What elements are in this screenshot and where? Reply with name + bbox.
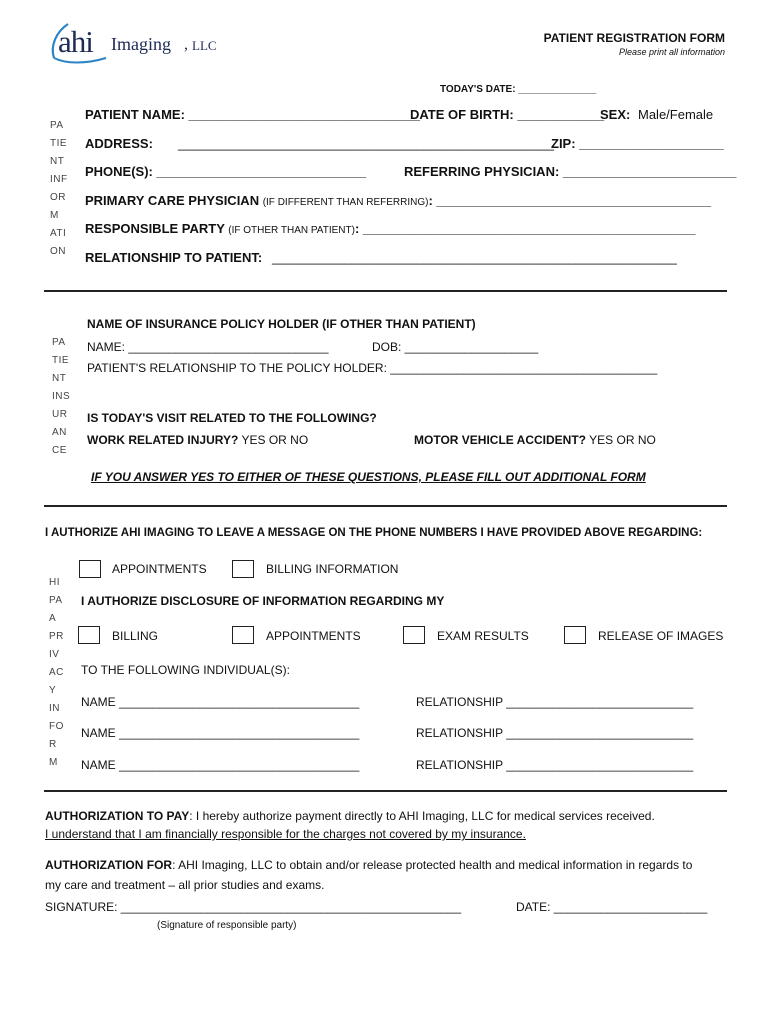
individual-name-field[interactable]: NAME ____________________________________: [81, 758, 360, 772]
individuals-heading: TO THE FOLLOWING INDIVIDUAL(S):: [81, 663, 290, 677]
policy-holder-relationship-field[interactable]: PATIENT'S RELATIONSHIP TO THE POLICY HOLDER: ________________________________________: [87, 361, 658, 375]
section-divider: [44, 790, 727, 792]
sex-value[interactable]: Male/Female: [638, 107, 714, 122]
policy-holder-heading: NAME OF INSURANCE POLICY HOLDER (IF OTHER THAN PATIENT): [87, 317, 476, 331]
side-label-patient-information: PA TIE NT INF OR M ATI ON: [50, 120, 68, 257]
disclosure-exam-results-label: EXAM RESULTS: [437, 629, 529, 643]
disclosure-billing-label: BILLING: [112, 629, 159, 643]
address-label: ADDRESS:: [85, 136, 153, 151]
individual-relationship-field[interactable]: RELATIONSHIP ____________________________: [416, 726, 694, 740]
work-injury-question[interactable]: WORK RELATED INJURY? YES OR NO: [87, 433, 309, 447]
authorization-for-continued: my care and treatment – all prior studies and exams.: [45, 878, 325, 892]
section-divider: [44, 290, 727, 292]
signature-date-field[interactable]: DATE: _______________________: [516, 900, 708, 914]
policy-holder-dob-field[interactable]: DOB: ____________________: [372, 340, 539, 354]
message-authorization-heading: I AUTHORIZE AHI IMAGING TO LEAVE A MESSAGE ON THE PHONE NUMBERS I HAVE PROVIDED ABOVE REGARDING:: [45, 527, 703, 539]
form-title: PATIENT REGISTRATION FORM: [543, 31, 725, 45]
checkbox-message-billing-information[interactable]: [232, 560, 254, 578]
logo-company-name: Imaging: [111, 34, 171, 54]
section-divider: [44, 505, 727, 507]
individual-relationship-field[interactable]: RELATIONSHIP ____________________________: [416, 758, 694, 772]
patient-name-field[interactable]: PATIENT NAME: ________________________________: [85, 107, 420, 122]
checkbox-disclosure-billing[interactable]: [78, 626, 100, 644]
primary-care-physician-field[interactable]: PRIMARY CARE PHYSICIAN (IF DIFFERENT THAN REFERRING): ______________________________________: [85, 193, 712, 208]
signature-field[interactable]: SIGNATURE: ___________________________________________________: [45, 900, 462, 914]
responsible-party-field[interactable]: RESPONSIBLE PARTY (IF OTHER THAN PATIENT): ______________________________________________: [85, 221, 696, 236]
motor-vehicle-question[interactable]: MOTOR VEHICLE ACCIDENT? YES OR NO: [414, 433, 656, 447]
authorization-for: AUTHORIZATION FOR: AHI Imaging, LLC to obtain and/or release protected health and medical information in regards to: [45, 858, 693, 872]
logo-suffix: LLC: [192, 38, 217, 53]
checkbox-disclosure-release-of-images[interactable]: [564, 626, 586, 644]
phones-field[interactable]: PHONE(S): _____________________________: [85, 164, 367, 179]
company-logo: [46, 18, 236, 66]
visit-related-question: IS TODAY'S VISIT RELATED TO THE FOLLOWING?: [87, 411, 377, 425]
referring-physician-field[interactable]: REFERRING PHYSICIAN: ________________________: [404, 164, 737, 179]
disclosure-release-of-images-label: RELEASE OF IMAGES: [598, 629, 724, 643]
logo-comma: ,: [184, 36, 188, 53]
checkbox-disclosure-exam-results[interactable]: [403, 626, 425, 644]
message-appointments-label: APPOINTMENTS: [112, 562, 207, 576]
logo-mark: ahi: [58, 24, 93, 59]
individual-relationship-field[interactable]: RELATIONSHIP ____________________________: [416, 695, 694, 709]
individual-name-field[interactable]: NAME ____________________________________: [81, 695, 360, 709]
form-subtitle: Please print all information: [618, 47, 725, 57]
date-of-birth-field[interactable]: DATE OF BIRTH: ____________: [410, 107, 605, 122]
message-billing-information-label: BILLING INFORMATION: [266, 562, 399, 576]
side-label-patient-insurance: PA TIE NT INS UR AN CE: [52, 337, 71, 456]
signature-note: (Signature of responsible party): [157, 920, 297, 931]
policy-holder-name-field[interactable]: NAME: ______________________________: [87, 340, 329, 354]
additional-form-notice: IF YOU ANSWER YES TO EITHER OF THESE QUESTIONS, PLEASE FILL OUT ADDITIONAL FORM: [91, 470, 646, 484]
todays-date-field[interactable]: TODAY'S DATE: ______________: [440, 84, 597, 95]
relationship-to-patient-label: RELATIONSHIP TO PATIENT:: [85, 250, 263, 265]
individual-name-field[interactable]: NAME ____________________________________: [81, 726, 360, 740]
financial-responsibility-statement: I understand that I am financially responsible for the charges not covered by my insurance.: [45, 827, 526, 841]
side-label-hipaa: HI PA A PR IV AC Y IN FO R M: [49, 577, 64, 768]
address-field[interactable]: ____________________________________________________: [178, 136, 554, 151]
disclosure-appointments-label: APPOINTMENTS: [266, 629, 361, 643]
authorization-to-pay: AUTHORIZATION TO PAY: I hereby authorize payment directly to AHI Imaging, LLC for medical services received.: [45, 809, 655, 823]
checkbox-disclosure-appointments[interactable]: [232, 626, 254, 644]
checkbox-message-appointments[interactable]: [79, 560, 101, 578]
relationship-to-patient-field[interactable]: ________________________________________________________: [272, 250, 677, 265]
zip-field[interactable]: ZIP: ____________________: [551, 136, 724, 151]
sex-label: SEX:: [600, 107, 631, 122]
disclosure-heading: I AUTHORIZE DISCLOSURE OF INFORMATION REGARDING MY: [81, 594, 445, 608]
